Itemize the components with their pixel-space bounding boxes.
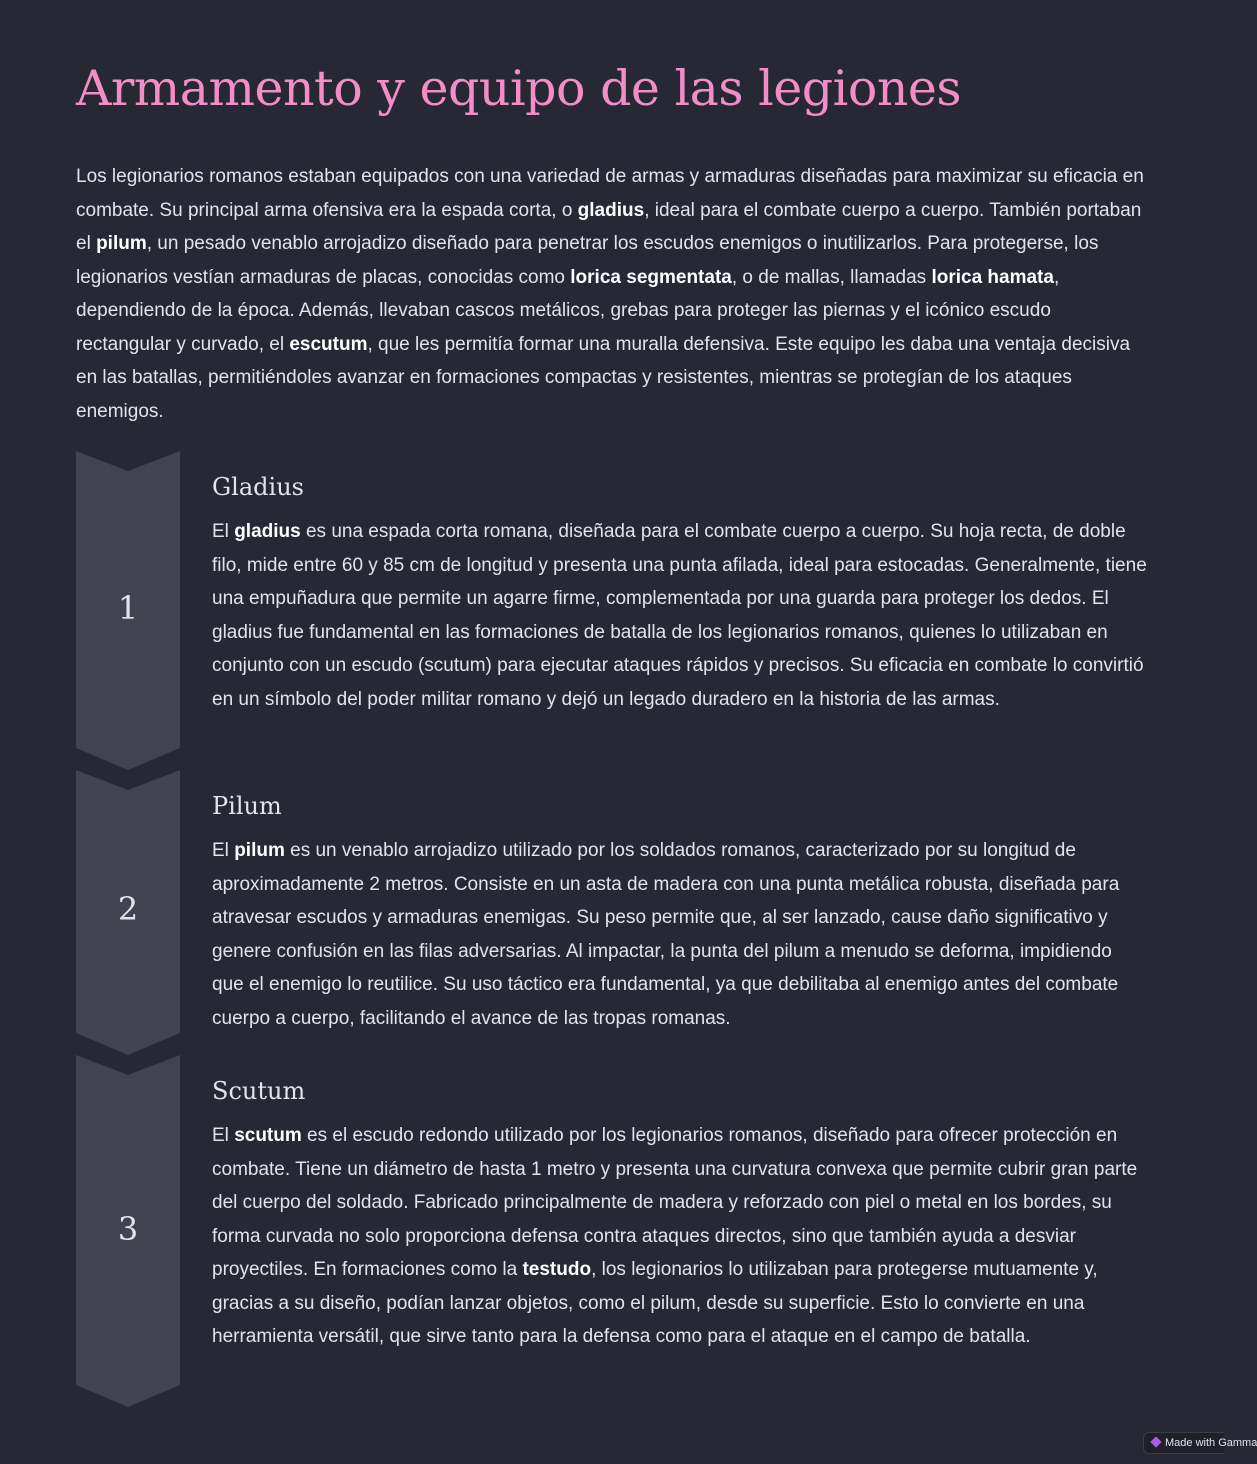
step-scutum: [76, 1055, 1148, 1407]
step-body: [212, 471, 1148, 716]
step-description: El scutum es el escudo redondo utilizado por los legionarios romanos, diseñado para ofrecer protección en combate. Tiene un diámetro de hasta 1 metro y presenta una curvatura convexa que permite cubrir gran parte del cuerpo del soldado. Fabricado principalmente de madera y reforzado con piel o metal en los bordes, su forma curvada no solo proporciona defensa contra ataques directos, sino que también ayuda a desviar proyectiles. En formaciones como la testudo, los legionarios lo utilizaban para protegerse mutuamente y, gracias a su diseño, podían lanzar objetos, como el pilum, desde su superficie. Esto lo convierte en una herramienta versátil, que sirve tanto para la defensa como para el ataque en el campo de batalla.: [212, 1125, 1138, 1347]
bold-term: pilum: [234, 840, 285, 861]
step-title: Scutum: [212, 1077, 306, 1105]
step-body: [212, 1075, 1148, 1354]
step-title: Gladius: [212, 473, 304, 501]
step-number: 1: [117, 589, 139, 627]
bold-term: pilum: [96, 233, 147, 254]
steps-list: [76, 451, 1148, 1407]
gamma-logo-icon: [1150, 1436, 1161, 1447]
step-description: El pilum es un venablo arrojadizo utilizado por los soldados romanos, caracterizado por su longitud de aproximadamente 2 metros. Consiste en un asta de madera con una punta metálica robusta, diseñada para atravesar escudos y armaduras enemigas. Su peso permite que, al ser lanzado, cause daño significativo y genere confusión en las filas adversarias. Al impactar, la punta del pilum a menudo se deforma, impidiendo que el enemigo lo reutilice. Su uso táctico era fundamental, ya que debilitaba al enemigo antes del combate cuerpo a cuerpo, facilitando el avance de las tropas romanas.: [212, 840, 1120, 1029]
step-number: 3: [117, 1210, 139, 1248]
step-description: El gladius es una espada corta romana, diseñada para el combate cuerpo a cuerpo. Su hoja recta, de doble filo, mide entre 60 y 85 cm de longitud y presenta una punta afilada, ideal para estocadas. Generalmente, tiene una empuñadura que permite un agarre firme, complementada por una guarda para proteger los dedos. El gladius fue fundamental en las formaciones de batalla de los legionarios romanos, quienes lo utilizaban en conjunto con un escudo (scutum) para ejecutar ataques rápidos y precisos. Su eficacia en combate lo convirtió en un símbolo del poder militar romano y dejó un legado duradero en la historia de las armas.: [212, 521, 1147, 710]
bold-term: lorica hamata: [931, 266, 1054, 288]
step-pilum: [76, 770, 1148, 1055]
page-title: Armamento y equipo de las legiones: [76, 60, 962, 117]
step-gladius: [76, 451, 1148, 770]
intro-paragraph: Los legionarios romanos estaban equipados con una variedad de armas y armaduras diseñadas para maximizar su eficacia en combate. Su principal arma ofensiva era la espada corta, o gladius, ideal para el combate cuerpo a cuerpo. También portaban el pilum, un pesado venablo arrojadizo diseñado para penetrar los escudos enemigos o inutilizarlos. Para protegerse, los legionarios vestían armaduras de placas, conocidas como lorica segmentata, o de mallas, llamadas lorica hamata, dependiendo de la época. Además, llevaban cascos metálicos, grebas para proteger las piernas y el icónico escudo rectangular y curvado, el escutum, que les permitía formar una muralla defensiva. Este equipo les daba una ventaja decisiva en las batallas, permitiéndoles avanzar en formaciones compactas y resistentes, mientras se protegían de los ataques enemigos.: [76, 166, 1144, 422]
bold-term: escutum: [289, 333, 368, 355]
made-with-badge[interactable]: [1143, 1432, 1257, 1454]
bold-term: lorica segmentata: [570, 266, 732, 288]
bold-term: gladius: [234, 521, 301, 542]
bold-term: scutum: [234, 1125, 302, 1146]
step-number: 2: [117, 890, 139, 928]
bold-term: gladius: [577, 199, 645, 221]
step-title: Pilum: [212, 792, 282, 820]
badge-label: Made with Gamma: [1165, 1437, 1257, 1449]
bold-term: testudo: [522, 1259, 592, 1280]
step-body: [212, 790, 1148, 1035]
